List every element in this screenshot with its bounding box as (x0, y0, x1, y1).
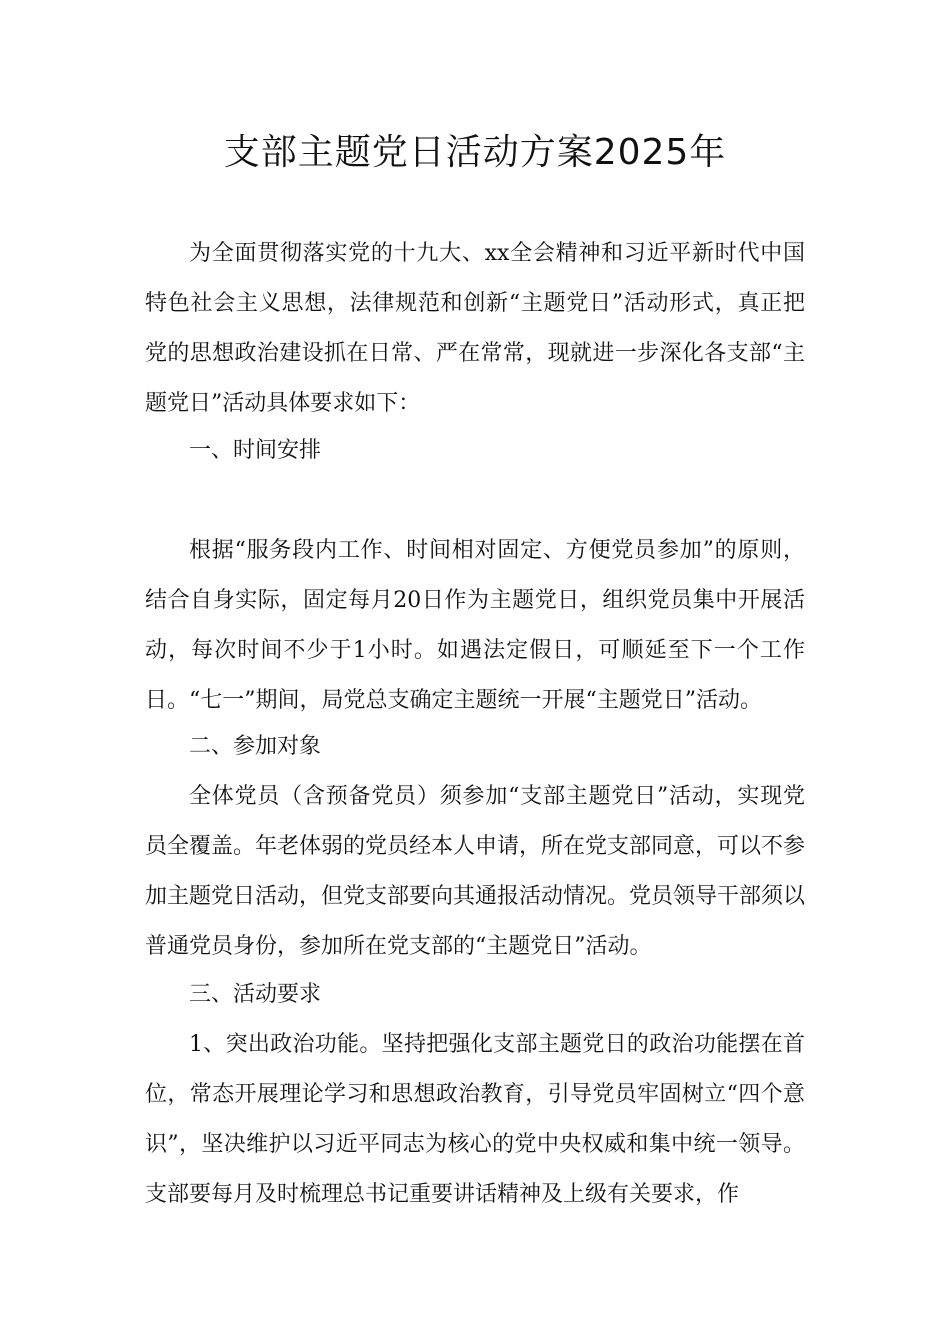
paragraph-requirement-1: 1、突出政治功能。坚持把强化支部主题党日的政治功能摆在首位，常态开展理论学习和思想政治教育，引导党员牢固树立“四个意识”，坚决维护以习近平同志为核心的党中央权威和集中统一领导。支部要每月及时梳理总书记重要讲话精神及上级有关要求，作 (145, 1032, 805, 1207)
paragraph-time: 根据“服务段内工作、时间相对固定、方便党员参加”的原则，结合自身实际，固定每月20日作为主题党日，组织党员集中开展活动，每次时间不少于1小时。如遇法定假日，可顺延至下一个工作日。“七一”期间，局党总支确定主题统一开展“主题党日”活动。 (145, 538, 805, 713)
section-heading-time: 一、时间安排 (189, 438, 322, 463)
paragraph-intro: 为全面贯彻落实党的十九大、xx全会精神和习近平新时代中国特色社会主义思想，法律规范和创新“主题党日”活动形式，真正把党的思想政治建设抓在日常、严在常常，现就进一步深化各支部“主题党日”活动具体要求如下： (145, 241, 805, 416)
section-heading-requirements: 三、活动要求 (189, 982, 322, 1007)
section-heading-participants: 二、参加对象 (189, 734, 322, 759)
document-title: 支部主题党日活动方案2025年 (223, 132, 727, 173)
paragraph-participants: 全体党员（含预备党员）须参加“支部主题党日”活动，实现党员全覆盖。年老体弱的党员经本人申请，所在党支部同意，可以不参加主题党日活动，但党支部要向其通报活动情况。党员领导干部须以普通党员身份，参加所在党支部的“主题党日”活动。 (145, 784, 806, 959)
